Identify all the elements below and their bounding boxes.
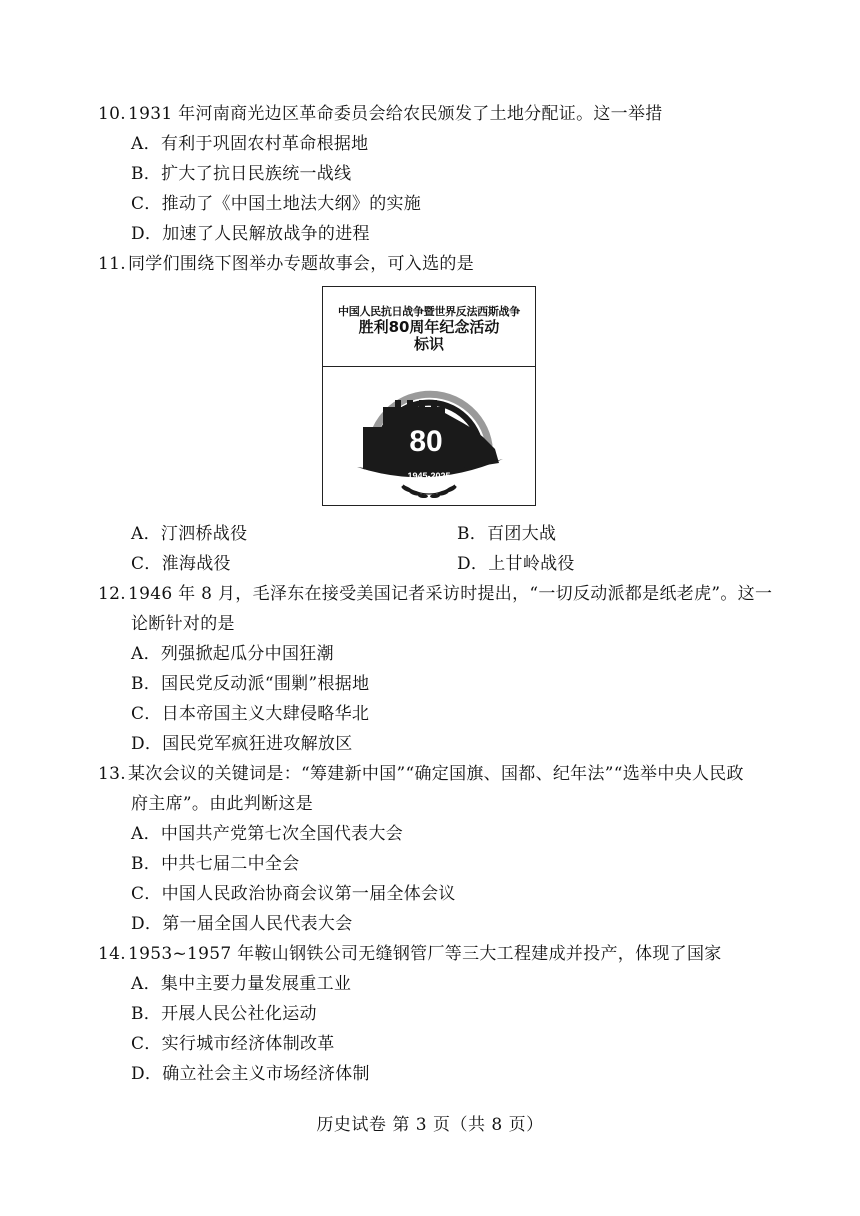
- question-number: 13.: [98, 764, 126, 784]
- emblem-caption-line3: 标识: [413, 335, 444, 353]
- great-wall-emblem-icon: [323, 367, 535, 505]
- question-stem-continued: 府主席”。由此判断这是: [131, 794, 313, 814]
- emblem-caption-line1: 中国人民抗日战争暨世界反法西斯战争: [338, 305, 520, 318]
- question-number: 14.: [98, 944, 126, 964]
- option-c: C．推动了《中国土地法大纲》的实施: [131, 194, 422, 214]
- emblem-years: 1945-2025: [407, 471, 451, 481]
- laurel-icon: [401, 484, 458, 498]
- option-d: D．上甘岭战役: [457, 554, 575, 574]
- option-c: C．中国人民政治协商会议第一届全体会议: [131, 884, 456, 904]
- option-a: A．有利于巩固农村革命根据地: [131, 134, 369, 154]
- option-c: C．实行城市经济体制改革: [131, 1034, 335, 1054]
- option-d: D．第一届全国人民代表大会: [131, 914, 353, 934]
- question-11: [98, 254, 474, 274]
- question-number: 10.: [98, 104, 126, 124]
- question-number: 11.: [98, 254, 126, 274]
- option-d: D．国民党军疯狂进攻解放区: [131, 734, 353, 754]
- option-a: A．汀泗桥战役: [131, 524, 248, 544]
- emblem-caption: [323, 287, 535, 367]
- option-a: A．中国共产党第七次全国代表大会: [131, 824, 404, 844]
- page-footer: 历史试卷 第 3 页（共 8 页）: [316, 1115, 544, 1135]
- option-c: C．淮海战役: [131, 554, 231, 574]
- option-d: D．加速了人民解放战争的进程: [131, 224, 370, 244]
- question-number: 12.: [98, 584, 126, 604]
- question-stem: 1953~1957 年鞍山钢铁公司无缝钢管厂等三大工程建成并投产，体现了国家: [128, 944, 722, 964]
- option-a: A．集中主要力量发展重工业: [131, 974, 352, 994]
- emblem-caption-line2: 胜利80周年纪念活动: [358, 318, 500, 336]
- question-12: [98, 584, 772, 604]
- option-b: B．国民党反动派“围剿”根据地: [131, 674, 370, 694]
- question-stem: 1931 年河南商光边区革命委员会给农民颁发了土地分配证。这一举措: [128, 104, 663, 124]
- option-b: B．开展人民公社化运动: [131, 1004, 317, 1024]
- commemoration-emblem-figure: [322, 286, 536, 506]
- emblem-number: 80: [409, 425, 443, 458]
- option-b: B．扩大了抗日民族统一战线: [131, 164, 352, 184]
- question-14: [98, 944, 722, 964]
- question-stem: 某次会议的关键词是：“筹建新中国”“确定国旗、国都、纪年法”“选举中央人民政: [128, 764, 744, 784]
- question-stem: 1946 年 8 月，毛泽东在接受美国记者采访时提出，“一切反动派都是纸老虎”。这一: [128, 584, 773, 604]
- option-a: A．列强掀起瓜分中国狂潮: [131, 644, 334, 664]
- question-13: [98, 764, 744, 784]
- question-stem-continued: 论断针对的是: [131, 614, 235, 634]
- option-b: B．百团大战: [457, 524, 557, 544]
- question-10: [98, 104, 663, 124]
- option-b: B．中共七届二中全会: [131, 854, 300, 874]
- question-stem: 同学们围绕下图举办专题故事会，可入选的是: [128, 254, 474, 274]
- option-d: D．确立社会主义市场经济体制: [131, 1064, 370, 1084]
- option-c: C．日本帝国主义大肆侵略华北: [131, 704, 370, 724]
